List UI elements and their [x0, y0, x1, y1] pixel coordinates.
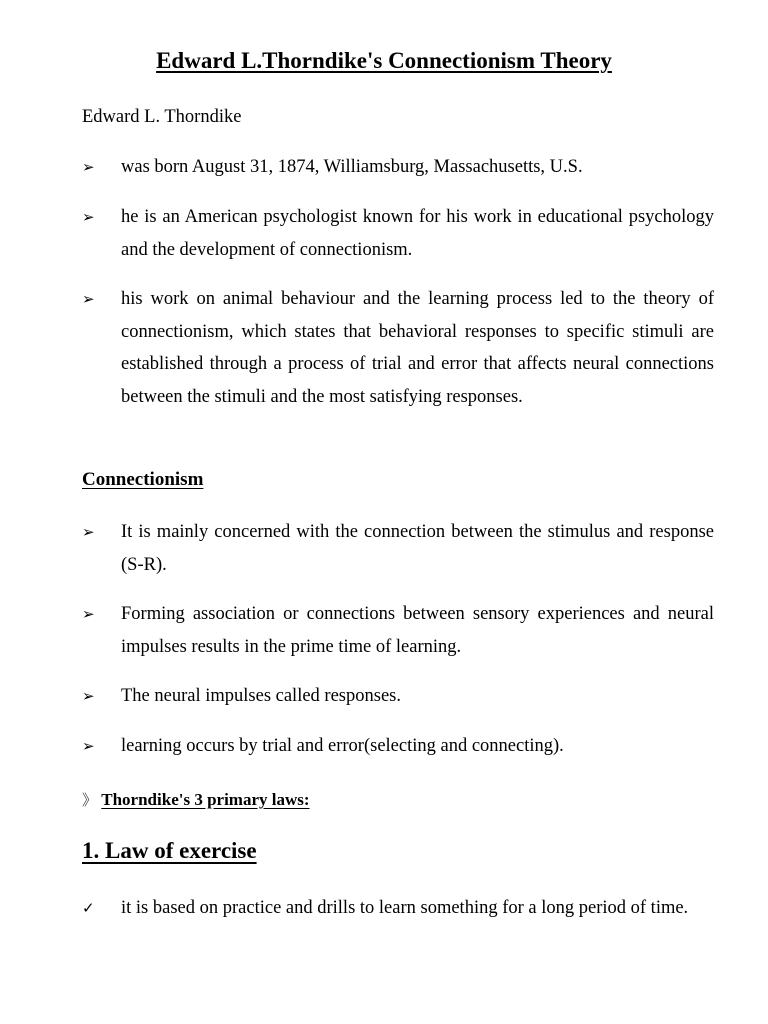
intro-name: Edward L. Thorndike: [82, 107, 242, 127]
list-item: [82, 730, 714, 763]
bullet-text: learning occurs by trial and error(selecting and connecting).: [121, 736, 564, 756]
list-item: [82, 598, 714, 663]
bullet-text: it is based on practice and drills to learn something for a long period of time.: [121, 898, 689, 918]
arrowhead-bullet-icon: ➢: [82, 605, 95, 623]
list-item: [82, 283, 714, 413]
laws-subheading-label: Thorndike's 3 primary laws:: [101, 790, 310, 809]
arrowhead-bullet-icon: ➢: [82, 158, 95, 176]
bullet-text: It is mainly concerned with the connection between the stimulus and response (S-R).: [121, 522, 714, 575]
bullet-text: his work on animal behaviour and the learning process led to the theory of connectionism, which states that behavioral responses to specific stimuli are established through a process of trial and error that affects neural connections between the stimuli and the most satisfying responses.: [121, 289, 714, 407]
bullet-text: was born August 31, 1874, Williamsburg, Massachusetts, U.S.: [121, 157, 583, 177]
list-item: [82, 151, 714, 184]
arrowhead-bullet-icon: ➢: [82, 687, 95, 705]
arrowhead-bullet-icon: ➢: [82, 523, 95, 541]
arrowhead-bullet-icon: ➢: [82, 208, 95, 226]
double-angle-marker: 》: [82, 791, 98, 809]
arrowhead-bullet-icon: ➢: [82, 290, 95, 308]
list-item: [82, 201, 714, 266]
bullet-text: Forming association or connections between sensory experiences and neural impulses results in the prime time of learning.: [121, 604, 714, 657]
list-item: [82, 680, 714, 713]
laws-subheading: [82, 789, 310, 810]
arrowhead-bullet-icon: ➢: [82, 737, 95, 755]
list-item: [82, 516, 714, 581]
checkmark-icon: ✓: [82, 899, 95, 917]
bullet-text: he is an American psychologist known for his work in educational psychology and the development of connectionism.: [121, 207, 714, 260]
section-heading: Connectionism: [82, 469, 204, 490]
list-item: [82, 892, 714, 925]
document-title: Edward L.Thorndike's Connectionism Theory: [156, 48, 612, 73]
law-heading: 1. Law of exercise: [82, 838, 257, 863]
bullet-text: The neural impulses called responses.: [121, 686, 401, 706]
